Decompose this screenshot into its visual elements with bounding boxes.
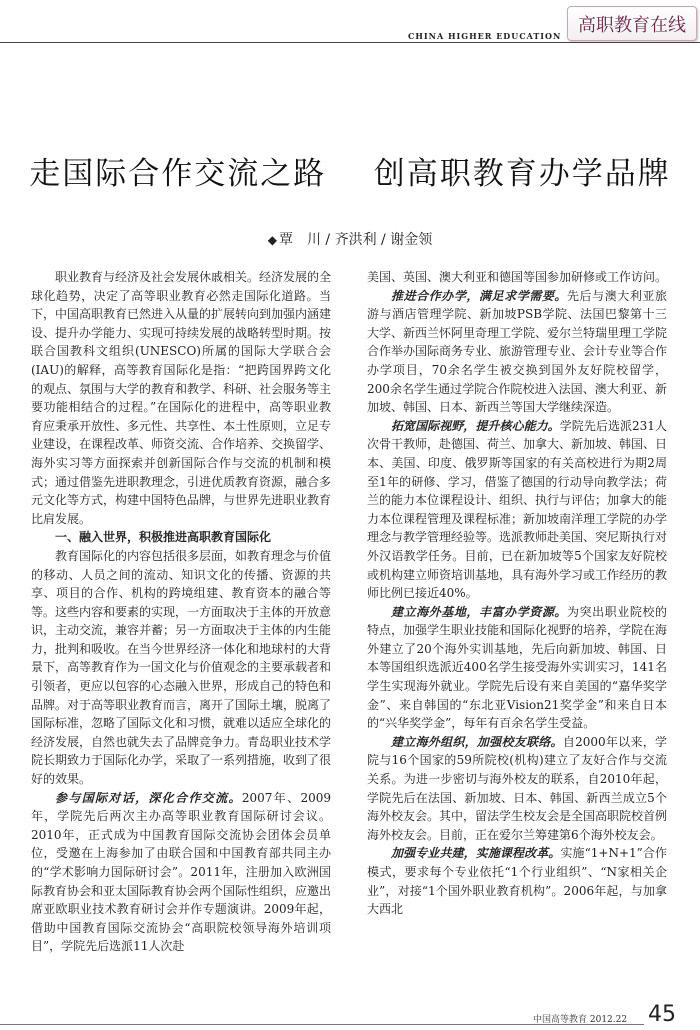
paragraph-body: 为突出职业院校的特点，加强学生职业技能和国际化视野的培养，学院在海外建立了20个海外实训基地，先后向新加坡、韩国、日本等国组织选派近400名学生接受海外实训实习，141名学生实现海外就业。学院先后设有来自美国的“嘉华奖学金”、来自韩国的“东北亚Vision21奖学金”和来自日本的“兴华奖学金”，每年有百余名学生受益。	[367, 604, 668, 731]
journal-name-en: CHINA HIGHER EDUCATION	[408, 31, 562, 41]
paragraph: 美国、英国、澳大利亚和德国等国参加研修或工作访问。	[367, 270, 668, 284]
journal-issue: 中国高等教育 2012.22	[533, 1015, 628, 1025]
paragraph: 职业教育与经济及社会发展休戚相关。经济发展的全球化趋势，决定了高等职业教育必然走国际化道路。当下，中国高职教育已然进入从量的扩展转向到加强内涵建设、提升办学能力、实现可持续发展的战略转型时期。按联合国教科文组织(UNESCO)所属的国际大学联合会(IAU)的解释，高等教育国际化是指：“把跨国界跨文化的观点、氛围与大学的教育和教学、科研、社会服务等主要功能相结合的过程。”在国际化的进程中，高等职业教育应秉承开放性、多元性、共享性、本土性原则，立足专业建设，在课程改革、师资交流、合作培养、交换留学、海外实习等方面探索并创新国际合作与交流的机制和模式；通过借鉴先进职教理念，引进优质教育资源，融合多元文化等方式，构建中国特色品牌，与世界先进职业教育比肩发展。	[31, 270, 332, 526]
author-separator: /	[320, 232, 335, 248]
paragraph-body: 2007年、2009年，学院先后两次主办高等职业教育国际研讨会议。2010年，正式成为中国教育国际交流协会团体会员单位，受邀在上海参加了由联合国和中国教育部共同主办的“学术影响力国际研讨会”。2011年，注册加入欧洲国际教育协会和亚太国际教育协会两个国际性组织，应邀出席亚欧职业技术教育研讨会并作专题演讲。2009年起，借助中国教育国际交流协会“高职院校领导海外培训项目”，学院先后选派11人次赴	[31, 790, 332, 954]
paragraph-lead: 加强专业共建，实施课程改革。	[391, 846, 561, 861]
author-2: 齐洪利	[334, 232, 377, 248]
paragraph	[367, 603, 667, 733]
paragraph	[367, 287, 667, 417]
diamond-icon: ◆	[267, 233, 277, 247]
paragraph-body: 实施“1+N+1”合作模式，要求每个专业依托“1个行业组织”、“N家相关企业”，对接“1个国外职业教育机构”。2006年起，与加拿大西北	[367, 846, 667, 917]
paragraph-lead: 推进合作办学，满足求学需要。	[391, 288, 567, 303]
paragraph	[367, 733, 667, 845]
paragraph-body: 自2000年以来，学院与16个国家的59所院校(机构)建立了友好合作与交流关系。为进一步密切与海外校友的联系，自2010年起，学院先后在法国、新加坡、日本、韩国、新西兰成立5个海外校友会。其中，留法学生校友会是全国高职院校首例海外校友会。目前，正在爱尔兰筹建第6个海外校友会。	[367, 734, 668, 842]
header-rule	[0, 42, 700, 43]
section-heading: 一、融入世界，积极推进高职教育国际化	[55, 530, 272, 545]
article-authors	[0, 229, 700, 249]
author-1: 覃 川	[278, 232, 321, 248]
left-column	[31, 268, 331, 956]
paragraph-lead: 建立海外基地，丰富办学资源。	[391, 604, 567, 619]
paragraph-body: 学院先后选派231人次骨干教师，赴德国、荷兰、加拿大、新加坡、韩国、日本、美国、印度、俄罗斯等国家的有关高校进行为期2周至1年的研修、学习，借鉴了德国的行动导向教学法；荷兰的能力本位课程设计、组织、执行与评估；加拿大的能力本位课程管理及课程标准；新加坡南洋理工学院的办学理念与教学管理经验等。选派教师赴美国、突尼斯执行对外汉语教学任务。目前，已在新加坡等5个国家友好院校或机构建立师资培训基地，具有海外学习或工作经历的教师比例已接近40%。	[367, 418, 668, 601]
column-badge: 高职教育在线	[567, 6, 697, 41]
article-title: 走国际合作交流之路 创高职教育办学品牌	[29, 156, 671, 192]
paragraph	[31, 789, 331, 956]
paragraph-lead: 拓宽国际视野，提升核心能力。	[391, 418, 560, 433]
paragraph: 教育国际化的内容包括很多层面，如教育理念与价值的移动、人员之间的流动、知识文化的传播、资源的共享、项目的合作、机构的跨境组建、教育资本的融合等等。这些内容和要素的实现，一方面取决于主体的开放意识，主动交流，兼容并蓄；另一方面取决于主体的内生能力，批判和吸收。在当今世界经济一体化和地球村的大背景下，高等教育作为一国文化与价值观念的主要承载者和引领者，更应以包容的心态融入世界，形成自己的特色和品牌。对于高等职业教育而言，离开了国际土壤，脱离了国际标准，忽略了国际文化和习惯，就难以适应全球化的经济发展，自然也就失去了品牌竞争力。青岛职业技术学院长期致力于国际化办学，采取了一系列措施，收到了很好的效果。	[31, 548, 332, 787]
right-column	[367, 268, 667, 919]
page-header	[0, 0, 700, 48]
paragraph	[367, 417, 667, 603]
paragraph	[367, 844, 667, 918]
author-separator: /	[376, 232, 391, 248]
author-3: 谢金领	[390, 232, 433, 248]
paragraph-lead: 建立海外组织，加强校友联络。	[391, 734, 563, 749]
page-footer	[0, 1002, 700, 1030]
paragraph-lead: 参与国际对话，深化合作交流。	[55, 790, 242, 805]
page-number: 45	[648, 1002, 676, 1027]
paragraph-body: 先后与澳大利亚旅游与酒店管理学院、新加坡PSB学院、法国巴黎第十三大学、新西兰怀阿里奇理工学院、爱尔兰特瑞里理工学院合作举办国际商务专业、旅游管理专业、会计专业等合作办学项目，70余名学生被交换到国外友好院校留学，200余名学生通过学院合作院校进入法国、澳大利亚、新加坡、韩国、日本、新西兰等国大学继续深造。	[367, 288, 668, 415]
